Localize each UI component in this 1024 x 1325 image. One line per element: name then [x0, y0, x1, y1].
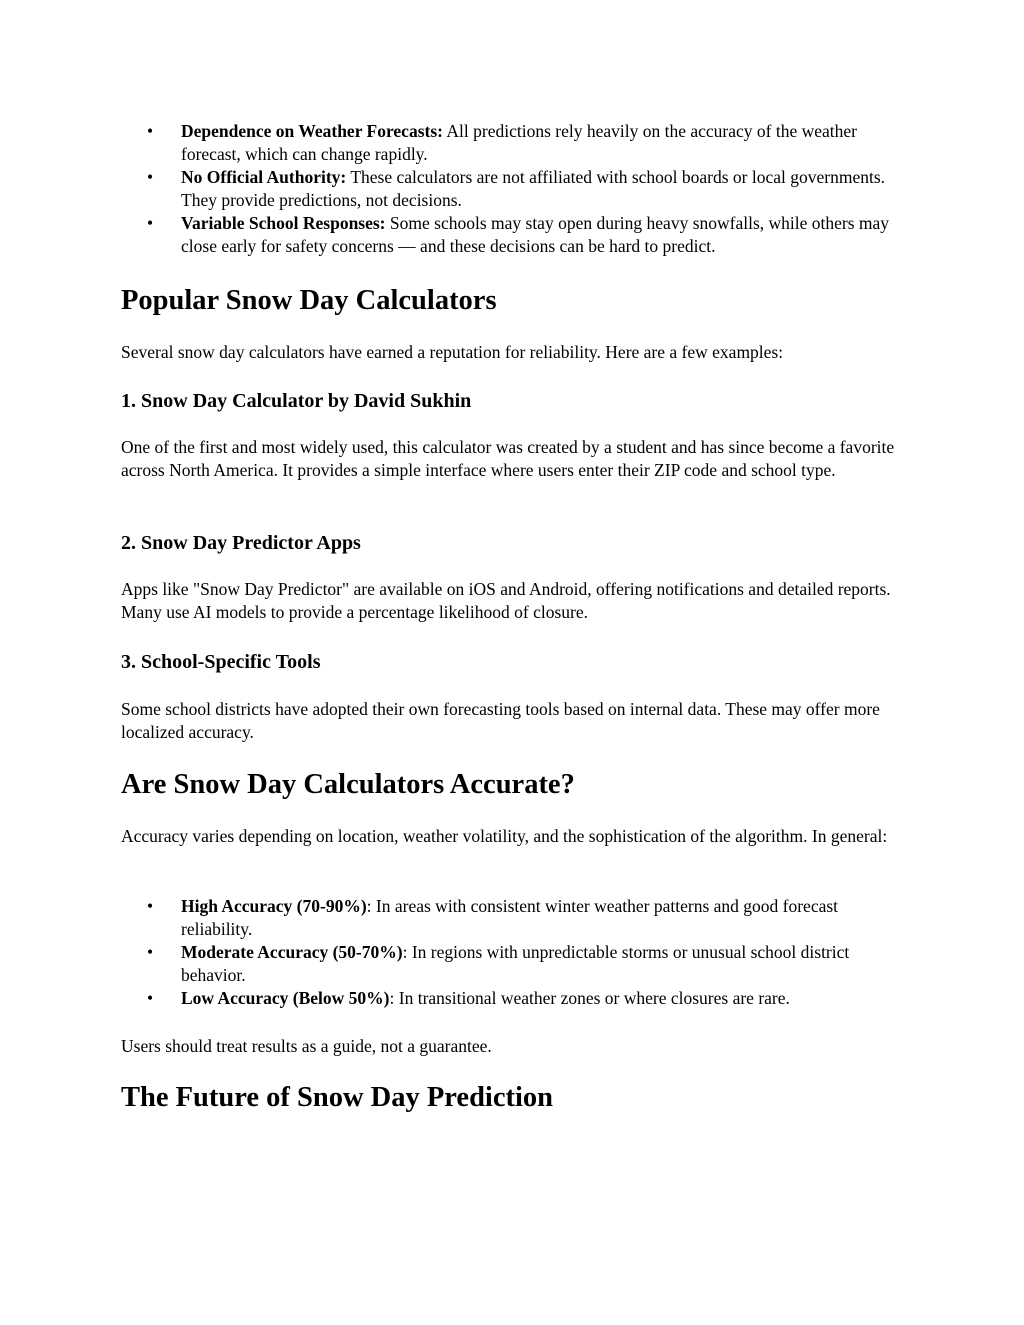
bullet-icon: • — [147, 988, 154, 1008]
list-item — [121, 895, 911, 941]
paragraph-calculator-3: Some school districts have adopted their own forecasting tools based on internal data. These may offer more localized accuracy. — [121, 699, 880, 742]
section-heading-future: The Future of Snow Day Prediction — [121, 1082, 553, 1113]
bullet-icon: • — [147, 121, 154, 141]
list-item-term: High Accuracy (70-90%) — [181, 896, 367, 916]
subheading-calculator-3: 3. School-Specific Tools — [121, 651, 321, 673]
section-heading-popular: Popular Snow Day Calculators — [121, 285, 497, 316]
section-heading-accuracy: Are Snow Day Calculators Accurate? — [121, 769, 575, 800]
limitations-list — [121, 120, 911, 258]
list-item — [121, 166, 911, 212]
accuracy-note: Users should treat results as a guide, not a guarantee. — [121, 1036, 492, 1056]
bullet-icon: • — [147, 167, 154, 187]
list-item-term: Dependence on Weather Forecasts: — [181, 121, 443, 141]
subheading-calculator-1: 1. Snow Day Calculator by David Sukhin — [121, 390, 472, 412]
list-item-text: : In transitional weather zones or where closures are rare. — [389, 988, 790, 1008]
bullet-icon: • — [147, 896, 154, 916]
section-intro-accuracy: Accuracy varies depending on location, weather volatility, and the sophistication of the algorithm. In general: — [121, 826, 888, 846]
list-item — [121, 120, 911, 166]
paragraph-calculator-1: One of the first and most widely used, this calculator was created by a student and has since become a favorite across North America. It provides a simple interface where users enter their ZIP code and school type. — [121, 437, 895, 480]
list-item-text: Some schools may stay open during heavy snowfalls, while others may close early for safety concerns — and these decisions can be hard to predict. — [181, 213, 890, 256]
accuracy-list — [121, 895, 911, 1010]
list-item — [121, 212, 911, 258]
list-item-term: Variable School Responses: — [181, 213, 386, 233]
list-item-text: All predictions rely heavily on the accuracy of the weather forecast, which can change rapidly. — [181, 121, 857, 164]
section-intro-popular: Several snow day calculators have earned a reputation for reliability. Here are a few examples: — [121, 342, 784, 362]
list-item-text: These calculators are not affiliated with school boards or local governments. They provide predictions, not decisions. — [181, 167, 886, 210]
list-item-term: Low Accuracy (Below 50%) — [181, 988, 390, 1008]
paragraph-calculator-2: Apps like "Snow Day Predictor" are available on iOS and Android, offering notifications and detailed reports. Many use AI models to provide a percentage likelihood of closure. — [121, 579, 891, 622]
bullet-icon: • — [147, 942, 154, 962]
bullet-icon: • — [147, 213, 154, 233]
list-item-term: Moderate Accuracy (50-70%) — [181, 942, 403, 962]
list-item-text: : In areas with consistent winter weather patterns and good forecast reliability. — [181, 896, 839, 939]
list-item-term: No Official Authority: — [181, 167, 347, 187]
list-item — [121, 987, 911, 1010]
list-item-text: : In regions with unpredictable storms or unusual school district behavior. — [181, 942, 850, 985]
subheading-calculator-2: 2. Snow Day Predictor Apps — [121, 532, 361, 554]
list-item — [121, 941, 911, 987]
